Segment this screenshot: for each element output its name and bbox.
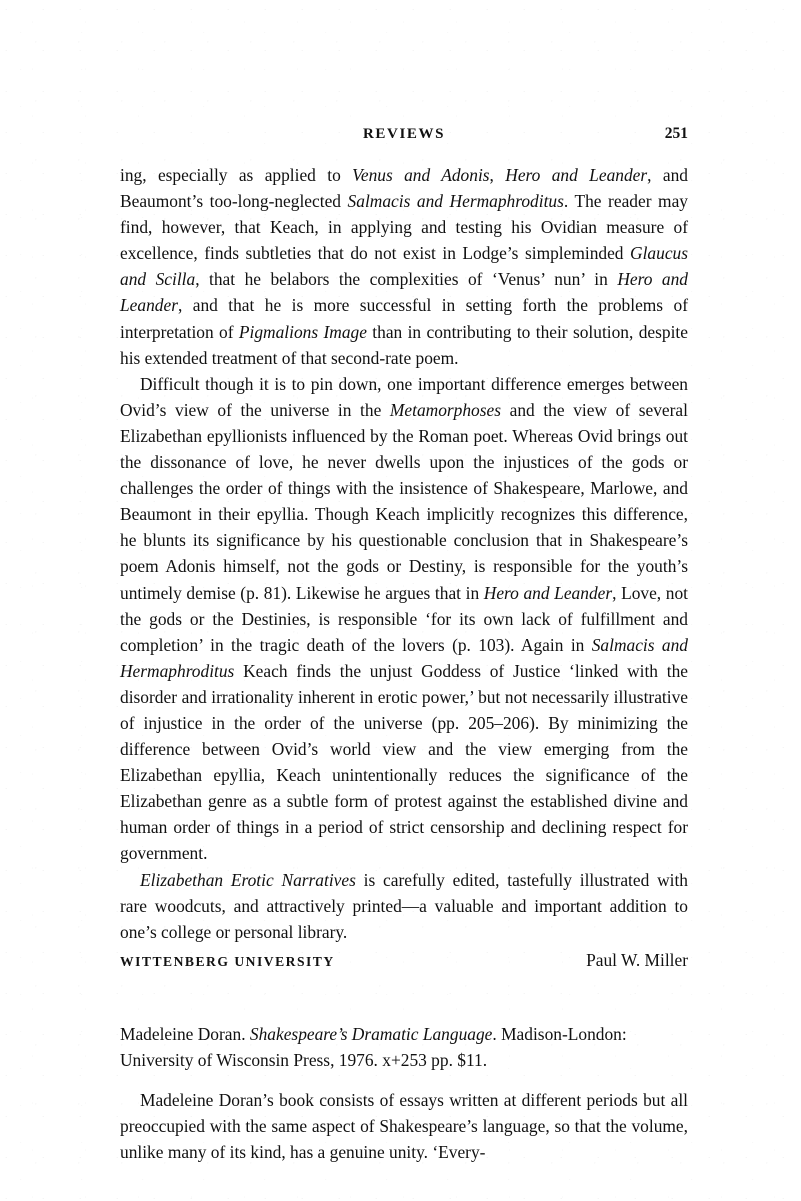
review-article-1 xyxy=(120,162,688,975)
page-number: 251 xyxy=(664,125,688,142)
italic-title: Glaucus and Scilla xyxy=(120,243,688,290)
paragraph: Madeleine Doran’s book consists of essays written at different periods but all preoccupied with the same aspect of Shakespeare’s language, so that the volume, unlike many of its kind, has a genuine unity. ‘Every- xyxy=(120,1090,688,1163)
running-head xyxy=(120,124,688,150)
italic-title: Hero and Leander xyxy=(120,269,688,316)
review-1-body xyxy=(120,162,688,945)
review-article-2 xyxy=(120,1021,688,1165)
italic-title: Salmacis and Hermaphroditus xyxy=(120,634,688,681)
review-2-headnote: Madeleine Doran. Shakespeare’s Dramatic Language. Madison-London: University of Wisconsin Press, 1976. x+253 pp. $11. xyxy=(120,1023,627,1070)
italic-title: Shakespeare’s Dramatic Language xyxy=(249,1023,493,1044)
italic-title: Hero and Leander xyxy=(505,165,648,185)
paragraph: ing, especially as applied to Venus and Adonis, Hero and Leander, and Beaumont’s too-long-neglected Salmacis and Hermaphroditus. The reader may find, however, that Keach, in applying and testing his Ovidian measure of excellence, finds subtleties that do not exist in Lodge’s simpleminded Glaucus and Scilla, that he belabors the complexities of ‘Venus’ nun’ in Hero and Leander, and that he is more successful in setting forth the problems of interpretation of Pigmalions Image than in contributing to their solution, despite his extended treatment of that second-rate poem. xyxy=(120,165,688,368)
italic-title: Metamorphoses xyxy=(389,399,502,420)
paragraph: Elizabethan Erotic Narratives is carefully edited, tastefully illustrated with rare woodcuts, and attractively printed—a valuable and important addition to one’s college or personal library. xyxy=(120,869,688,942)
italic-title: Hero and Leander xyxy=(483,582,613,603)
italic-title: Salmacis and Hermaphroditus xyxy=(347,191,564,212)
review-separator xyxy=(120,975,688,1021)
italic-title: Elizabethan Erotic Narratives xyxy=(140,869,356,890)
reviewer-name: Paul W. Miller xyxy=(586,949,688,970)
reviewer-affiliation: WITTENBERG UNIVERSITY xyxy=(120,953,335,969)
paragraph: Difficult though it is to pin down, one important difference emerges between Ovid’s view of the universe in the Metamorphoses and the view of several Elizabethan epyllionists influenced by the Roman poet. Whereas Ovid brings out the dissonance of love, he never dwells upon the injustices of the gods or challenges the order of things with the insistence of Shakespeare, Marlowe, and Beaumont in their epyllia. Though Keach implicitly recognizes this difference, he blunts its significance by his questionable conclusion that in Shakespeare’s poem Adonis himself, not the gods or Destiny, is responsible for the youth’s untimely demise (p. 81). Likewise he argues that in Hero and Leander, Love, not the gods or the Destinies, is responsible ‘for its own lack of fulfillment and completion’ in the tragic death of the lovers (p. 103). Again in Salmacis and Hermaphroditus Keach finds the unjust Goddess of Justice ‘linked with the disorder and irrationality inherent in erotic power,’ but not necessarily illustrative of injustice in the order of the universe (pp. 205–206). By minimizing the difference between Ovid’s world view and the view emerging from the Elizabethan epyllia, Keach unintentionally reduces the significance of the Elizabethan genre as a subtle form of protest against the established divine and human order of things in a period of strict censorship and declining respect for government. xyxy=(120,373,688,864)
text-column xyxy=(120,124,688,1165)
review-2-body xyxy=(120,1087,688,1165)
review-1-byline xyxy=(120,947,688,975)
italic-title: Venus and Adonis xyxy=(352,165,490,185)
italic-title: Pigmalions Image xyxy=(238,321,367,342)
running-head-title: REVIEWS xyxy=(362,126,446,142)
